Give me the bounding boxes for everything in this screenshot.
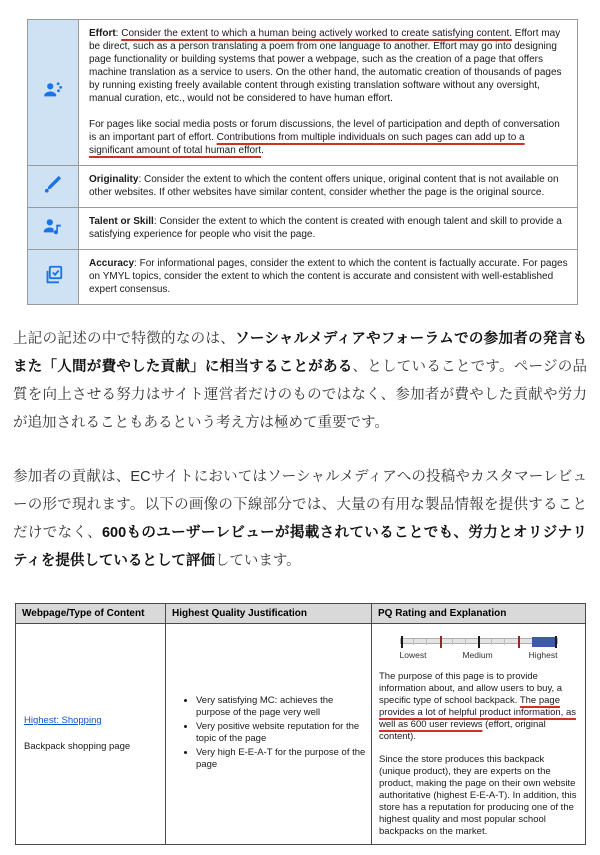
commentary-paragraph-2: [13, 463, 587, 575]
slider-minor-tick: [491, 639, 492, 645]
slider-quarter-tick: [440, 636, 442, 648]
effort-paragraph-1: [89, 27, 568, 105]
effort-icon-cell: [28, 20, 79, 166]
effort-text-cell: [79, 20, 578, 166]
slider-highest-marker: [532, 637, 557, 647]
text-segment: .: [261, 145, 264, 156]
slider-major-tick: [401, 636, 403, 648]
accuracy-checklist-icon: [42, 264, 64, 286]
pq-rating-table: [15, 603, 586, 845]
table-row-highest-shopping: [16, 624, 586, 845]
slider-quarter-tick: [518, 636, 520, 648]
slider-minor-tick: [452, 639, 453, 645]
table-row-talent-skill: [28, 208, 578, 250]
column-header-webpage: Webpage/Type of Content: [16, 604, 166, 624]
accuracy-text-cell: [79, 250, 578, 305]
talent-icon-cell: [28, 208, 79, 250]
text-segment: ソーシャルメディアやフォーラムでの参加者の発言もまた「人間が費やした貢献」に相当することがある: [13, 331, 588, 375]
text-segment: Effort: [89, 28, 116, 39]
text-segment: Contributions from multiple individuals on such pages can add up to a significant amount of total human effort: [89, 132, 525, 156]
table-header-row: [16, 604, 586, 624]
list-item: • Very positive website reputation for the topic of the page: [196, 721, 367, 745]
talent-text-cell: [79, 208, 578, 250]
pq-explanation-paragraph-1: [379, 671, 578, 743]
slider-minor-tick: [413, 639, 414, 645]
pq-rating-cell: [372, 624, 586, 845]
slider-track: [400, 638, 558, 644]
text-segment: 、としていることです。ページの品質を向上させる努力はサイト運営者だけのものではなく、参加者が費やした貢献や労力が追加されることもあるという考え方は極めて重要です。: [13, 359, 587, 431]
talent-skill-icon: [42, 215, 64, 237]
list-item: • Very satisfying MC: achieves the purpose of the page very well: [196, 695, 367, 719]
slider-labels: [400, 649, 558, 661]
webpage-cell: [16, 624, 166, 845]
originality-icon-cell: [28, 166, 79, 208]
accuracy-paragraph: [89, 257, 568, 296]
slider-major-tick: [478, 636, 480, 648]
text-segment: : For informational pages, consider the extent to which the content is factually accurate. For pages on YMYL topics, consider the extent to which the content is accurate and consistent with well-established expert consensus.: [89, 258, 568, 295]
text-segment: The page provides a lot of helpful product information, as well as 600 user reviews: [379, 695, 576, 730]
slider-minor-tick: [426, 639, 427, 645]
text-segment: しています。: [214, 553, 301, 569]
slider-minor-tick: [465, 639, 466, 645]
effort-paragraph-2: [89, 118, 568, 157]
text-segment: For pages like social media posts or forum discussions, the level of participation and depth of conversation is an important part of effort.: [89, 119, 560, 143]
text-segment: 上記の記述の中で特徴的なのは、: [13, 331, 236, 347]
text-segment: (effort, original content).: [379, 719, 546, 742]
text-segment: Accuracy: [89, 258, 135, 269]
originality-text-cell: [79, 166, 578, 208]
pq-rating-slider: [400, 638, 558, 661]
slider-label-highest: Highest: [528, 650, 558, 660]
accuracy-icon-cell: [28, 250, 79, 305]
effort-people-icon: [42, 79, 64, 101]
text-segment: :: [115, 28, 122, 39]
page-type-label: Backpack shopping page: [24, 741, 131, 752]
slider-minor-tick: [504, 639, 505, 645]
list-item: • Very high E-E-A-T for the purpose of the page: [196, 747, 367, 771]
column-header-justification: Highest Quality Justification: [166, 604, 372, 624]
originality-paragraph: [89, 173, 568, 199]
text-segment: Originality: [89, 174, 139, 185]
highest-shopping-link[interactable]: Highest: Shopping: [24, 715, 102, 726]
table-row-accuracy: [28, 250, 578, 305]
talent-paragraph: [89, 215, 568, 241]
table-row-originality: [28, 166, 578, 208]
text-segment: The purpose of this page is to provide information about, and allow users to buy, a specific type of school backpack.: [379, 671, 563, 706]
column-header-pq-rating: PQ Rating and Explanation: [372, 604, 586, 624]
quality-guidelines-table: [27, 19, 578, 305]
slider-label-medium: Medium: [462, 650, 493, 660]
text-segment: : Consider the extent to which the content is created with enough talent and skill to provide a satisfying experience for people who visit the page.: [89, 216, 562, 240]
text-segment: : Consider the extent to which the content offers unique, original content that is not available on other websites. If other websites have similar content, consider whether the page is the original source.: [89, 174, 559, 198]
table-row-effort: [28, 20, 578, 166]
pq-explanation-paragraph-2: [379, 754, 578, 838]
commentary-paragraph-1: [13, 325, 587, 437]
slider-major-tick: [555, 636, 557, 648]
text-segment: Consider the extent to which a human being actively worked to create satisfying content.: [121, 28, 513, 39]
text-segment: 参加者の貢献は、ECサイトにおいてはソーシャルメディアへの投稿やカスタマーレビューの形で現れます。以下の画像の下線部分では、大量の有用な製品情報を提供することだけでなく、: [13, 469, 587, 541]
slider-label-lowest: Lowest: [399, 650, 427, 660]
text-segment: Talent or Skill: [89, 216, 154, 227]
originality-brush-icon: [42, 173, 64, 195]
justification-cell: [166, 624, 372, 845]
justification-bullet-list: [196, 695, 367, 771]
text-segment: 600ものユーザーレビューが掲載されていることでも、労力とオリジナリティを提供しているとして評価: [13, 525, 587, 569]
text-segment: Effort may be direct, such as a person translating a poem from one language to another. Effort may go into designing page functionality or building systems that power a webpage, such as the creation of a page that offers machine translation as a service to users. On the other hand, the automatic creation of thousands of pages by running existing freely available content through existing translation software without any oversight, manual curation, etc., would not be considered to have human effort.: [89, 28, 562, 104]
text-segment: Since the store produces this backpack (unique product), they are experts on the product, making the page on their own website authoritative (highest E-E-A-T). In addition, this store has a reputation for producing one of the highest quality and most popular school backpacks on the market.: [379, 754, 577, 837]
